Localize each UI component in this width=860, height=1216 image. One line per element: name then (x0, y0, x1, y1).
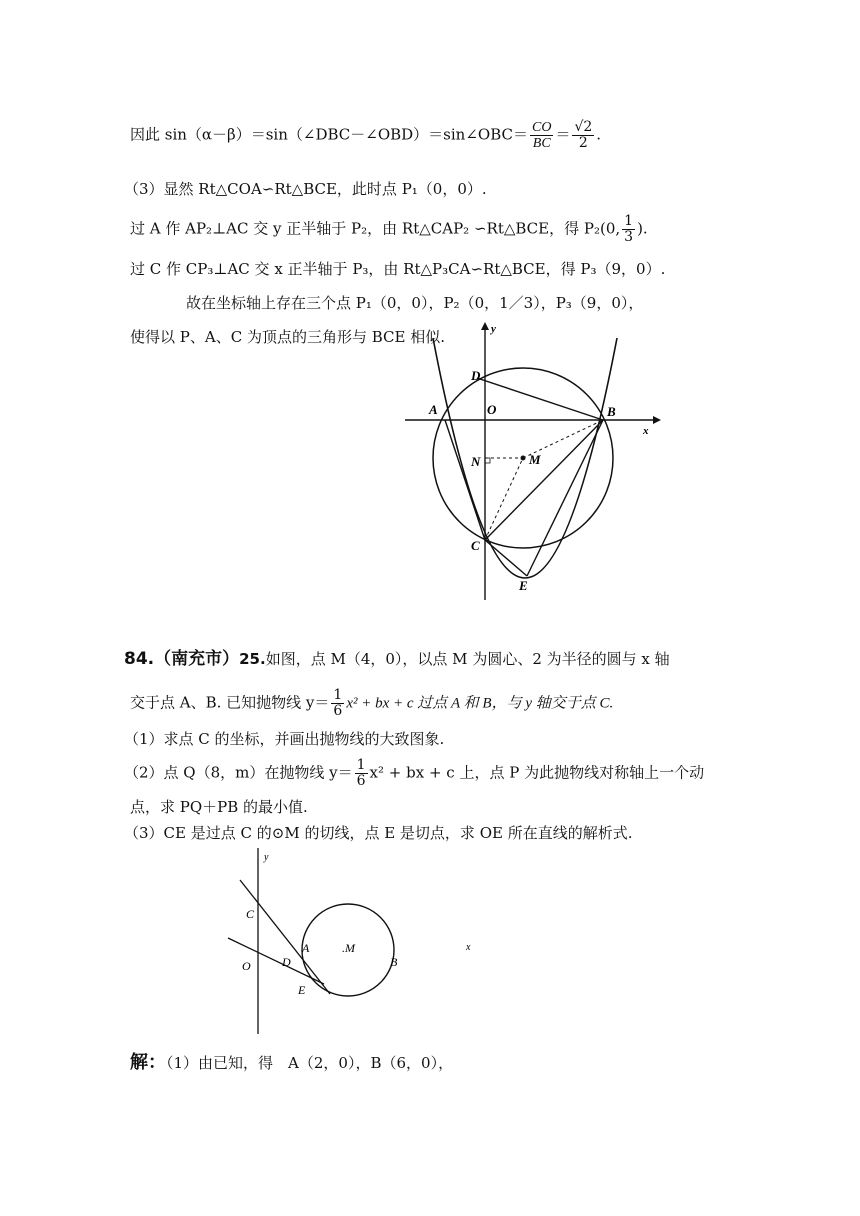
figure-circle-parabola (395, 318, 665, 608)
line-ce (485, 540, 527, 576)
label-b: B (607, 404, 616, 419)
question-1: （1）求点 C 的坐标，并画出抛物线的大致图象. (124, 730, 445, 748)
dashed-cm (485, 458, 523, 540)
part3-line2 (130, 214, 648, 245)
question-2-line2: 点，求 PQ＋PB 的最小值. (130, 798, 308, 816)
part3-line4: 故在坐标轴上存在三个点 P₁（0，0），P₂（0，1／3），P₃（9，0）， (186, 294, 644, 312)
conclusion-prefix: 因此 sin（α－β）＝sin（∠DBC－∠OBD）＝sin∠OBC＝ (130, 125, 528, 144)
x-axis-arrow (653, 416, 661, 424)
stem2-prefix: 交于点 A、B. 已知抛物线 y＝ (130, 693, 330, 712)
label-a: A (302, 941, 310, 955)
problem-number: 84.（南充市） (124, 649, 240, 669)
label-o: O (242, 959, 251, 973)
q2-prefix: （2）点 Q（8，m）在抛物线 y＝ (124, 763, 353, 782)
label-o: O (487, 402, 497, 417)
frac-denominator: 3 (624, 229, 634, 245)
problem84-line2 (130, 688, 613, 719)
answer-line (130, 1052, 453, 1074)
frac-numerator: 1 (356, 757, 366, 773)
label-e: E (298, 983, 306, 997)
right-angle-mark (485, 458, 490, 463)
part3-line5: 使得以 P、A、C 为顶点的三角形与 BCE 相似. (130, 328, 445, 346)
label-e: E (519, 578, 528, 593)
figure-tangent-circle (220, 842, 480, 1042)
question-3: （3）CE 是过点 C 的⊙M 的切线，点 E 是切点，求 OE 所在直线的解析式. (124, 824, 633, 842)
problem-stem1: 如图，点 M（4，0），以点 M 为圆心、2 为半径的圆与 x 轴 (265, 650, 670, 668)
label-x: x (466, 942, 471, 953)
tangent-line-ce (240, 880, 330, 994)
fraction-sqrt2-2 (572, 120, 594, 151)
frac-denominator: 2 (578, 135, 588, 151)
label-m: M (529, 452, 541, 467)
fraction-1-6-b (355, 758, 368, 789)
line-eb (527, 420, 603, 576)
label-x: x (643, 425, 649, 437)
part3-line1: （3）显然 Rt△COA∽Rt△BCE，此时点 P₁（0，0）. (124, 180, 487, 198)
label-d: D (471, 368, 481, 383)
conclusion-line (130, 120, 601, 151)
label-b: B (390, 955, 398, 969)
frac-denominator: BC (532, 136, 551, 151)
y-axis-arrow (481, 322, 489, 330)
fraction-1-3 (622, 214, 635, 245)
label-c: C (246, 907, 255, 921)
frac-numerator: 1 (333, 687, 343, 703)
frac-denominator: 6 (333, 703, 343, 719)
label-m: .M (342, 941, 355, 955)
frac-denominator: 6 (356, 773, 366, 789)
label-y: y (491, 323, 496, 335)
question-2 (124, 758, 704, 789)
part3-line3: 过 C 作 CP₃⊥AC 交 x 正半轴于 P₃，由 Rt△P₃CA∽Rt△BCE，得 P₃（9，0）. (130, 260, 666, 278)
frac-numerator: CO (531, 120, 552, 135)
center-m-dot (521, 456, 526, 461)
label-c: C (471, 538, 480, 553)
frac-numerator: 1 (624, 213, 634, 229)
fraction-1-6 (331, 688, 344, 719)
period: . (596, 125, 602, 144)
label-n: N (471, 454, 481, 469)
fraction-co-bc (530, 120, 553, 151)
label-y: y (264, 852, 269, 863)
part3-line2-text: 过 A 作 AP₂⊥AC 交 y 正半轴于 P₂，由 Rt△CAP₂ ∽Rt△BCE，得 P₂(0, (130, 219, 621, 238)
frac-numerator: √2 (574, 119, 593, 135)
label-a: A (429, 402, 438, 417)
stem2-suffix: x² + bx + c 过点 A 和 B，与 y 轴交于点 C. (346, 695, 614, 712)
equals-sign: ＝ (555, 125, 571, 144)
part3-line2-end: ). (637, 219, 648, 238)
question-number: 25. (239, 650, 266, 668)
line-ac (445, 420, 485, 540)
label-d: D (282, 955, 291, 969)
answer-label: 解： (130, 1052, 166, 1073)
answer-text: （1）由已知，得 A（2，0），B（6，0）， (166, 1054, 454, 1072)
problem84-line1 (124, 648, 670, 670)
q2-suffix: x² + bx + c 上，点 P 为此抛物线对称轴上一个动 (369, 763, 705, 782)
